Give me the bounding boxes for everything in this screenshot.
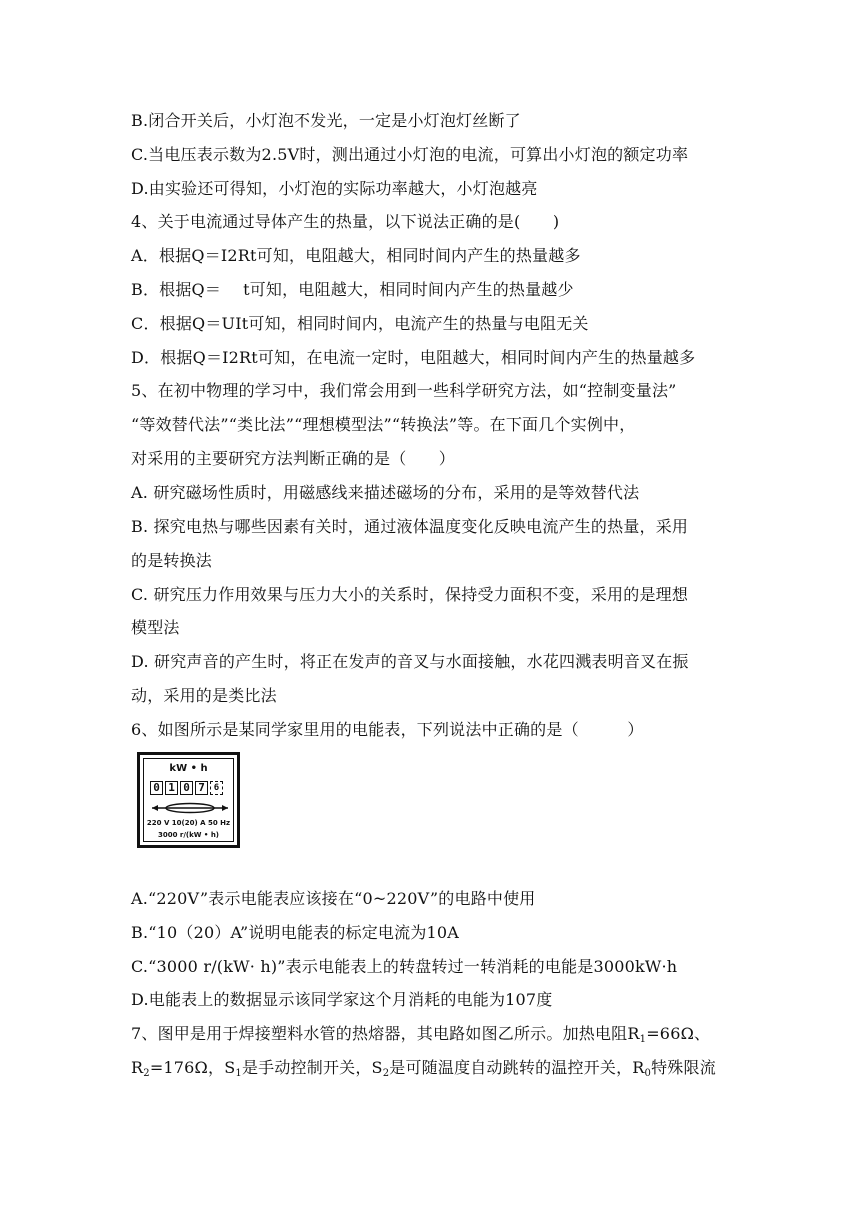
meter-digit: 1 [165, 781, 178, 795]
q7-line-2-r: R [131, 1058, 144, 1077]
q5-option-c-line-1: C. 研究压力作用效果与压力大小的关系时，保持受力面积不变，采用的是理想 [131, 585, 689, 604]
meter-decimal-digit: 6 [210, 781, 223, 795]
meter-rate-label: 3000 r/(kW • h) [157, 831, 220, 839]
q5-stem-line-3: 对采用的主要研究方法判断正确的是（ ） [131, 449, 456, 468]
q7-line-2-text-end: 特殊限流 [651, 1058, 716, 1077]
meter-digit: 0 [180, 781, 193, 795]
q5-option-a: A. 研究磁场性质时，用磁感线来描述磁场的分布，采用的是等效替代法 [131, 483, 640, 502]
q4-option-b-suffix: t可知，电阻越大，相同时间内产生的热量越少 [243, 280, 574, 299]
q7-line-1-text-end: =66Ω、 [646, 1024, 711, 1043]
meter-digit-row [150, 781, 223, 795]
q4-option-b [131, 279, 574, 301]
q7-line-2-text: =176Ω，S [149, 1058, 236, 1077]
q6-option-d: D.电能表上的数据显示该同学家这个月消耗的电能为107度 [131, 990, 553, 1009]
meter-rotating-disc-icon [150, 801, 230, 815]
q7-stem-line-1 [131, 1023, 710, 1045]
q3-option-d: D.由实验还可得知，小灯泡的实际功率越大，小灯泡越亮 [131, 179, 538, 198]
q4-option-d: D．根据Q＝I2Rt可知，在电流一定时，电阻越大，相同时间内产生的热量越多 [131, 348, 696, 367]
meter-panel [143, 758, 234, 842]
q7-line-1-text: 7、图甲是用于焊接塑料水管的热熔器，其电路如图乙所示。加热电阻R [131, 1024, 640, 1043]
q5-option-b-line-2: 的是转换法 [131, 551, 213, 570]
q5-stem-line-2: “等效替代法”“类比法”“理想模型法”“转换法”等。在下面几个实例中， [131, 415, 636, 434]
meter-spec-label: 220 V 10(20) A 50 Hz [146, 819, 231, 827]
q6-option-b: B.“10（20）A”说明电能表的标定电流为10A [131, 923, 460, 942]
q6-option-c: C.“3000 r/(kW· h)”表示电能表上的转盘转过一转消耗的电能是3000kW·h [131, 957, 678, 976]
meter-digit: 7 [195, 781, 208, 795]
q5-stem-line-1: 5、在初中物理的学习中，我们常会用到一些科学研究方法，如“控制变量法” [131, 381, 677, 400]
subscript: 2 [382, 1068, 390, 1079]
electricity-meter-figure [137, 752, 240, 848]
q3-option-c: C.当电压表示数为2.5V时，测出通过小灯泡的电流，可算出小灯泡的额定功率 [131, 145, 689, 164]
q5-option-c-line-2: 模型法 [131, 618, 180, 637]
subscript: 0 [644, 1068, 652, 1079]
subscript: 1 [639, 1034, 647, 1045]
q5-option-b-line-1: B. 探究电热与哪些因素有关时，通过液体温度变化反映电流产生的热量，采用 [131, 517, 689, 536]
q7-line-2-text: 是手动控制开关，S [241, 1058, 383, 1077]
subscript: 1 [235, 1068, 242, 1079]
meter-digit: 0 [150, 781, 163, 795]
q6-option-a: A.“220V”表示电能表应该接在“0~220V”的电路中使用 [131, 889, 536, 908]
q7-line-2-text: 是可随温度自动跳转的温控开关，R [389, 1058, 645, 1077]
q4-option-c: C．根据Q＝UIt可知，相同时间内，电流产生的热量与电阻无关 [131, 314, 589, 333]
q5-option-d-line-1: D. 研究声音的产生时，将正在发声的音叉与水面接触，水花四溅表明音叉在振 [131, 652, 689, 671]
meter-unit-label: kW • h [169, 763, 208, 774]
q4-stem: 4、关于电流通过导体产生的热量，以下说法正确的是( ) [131, 212, 560, 231]
subscript: 2 [143, 1068, 150, 1079]
q4-option-a: A．根据Q＝I2Rt可知，电阻越大，相同时间内产生的热量越多 [131, 246, 581, 265]
q4-option-b-prefix: B．根据Q＝ [131, 280, 222, 299]
q6-stem: 6、如图所示是某同学家里用的电能表，下列说法中正确的是（ ） [131, 720, 644, 739]
q5-option-d-line-2: 动，采用的是类比法 [131, 686, 277, 705]
q3-option-b: B.闭合开关后，小灯泡不发光，一定是小灯泡灯丝断了 [131, 111, 521, 130]
q7-stem-line-2 [131, 1057, 716, 1079]
